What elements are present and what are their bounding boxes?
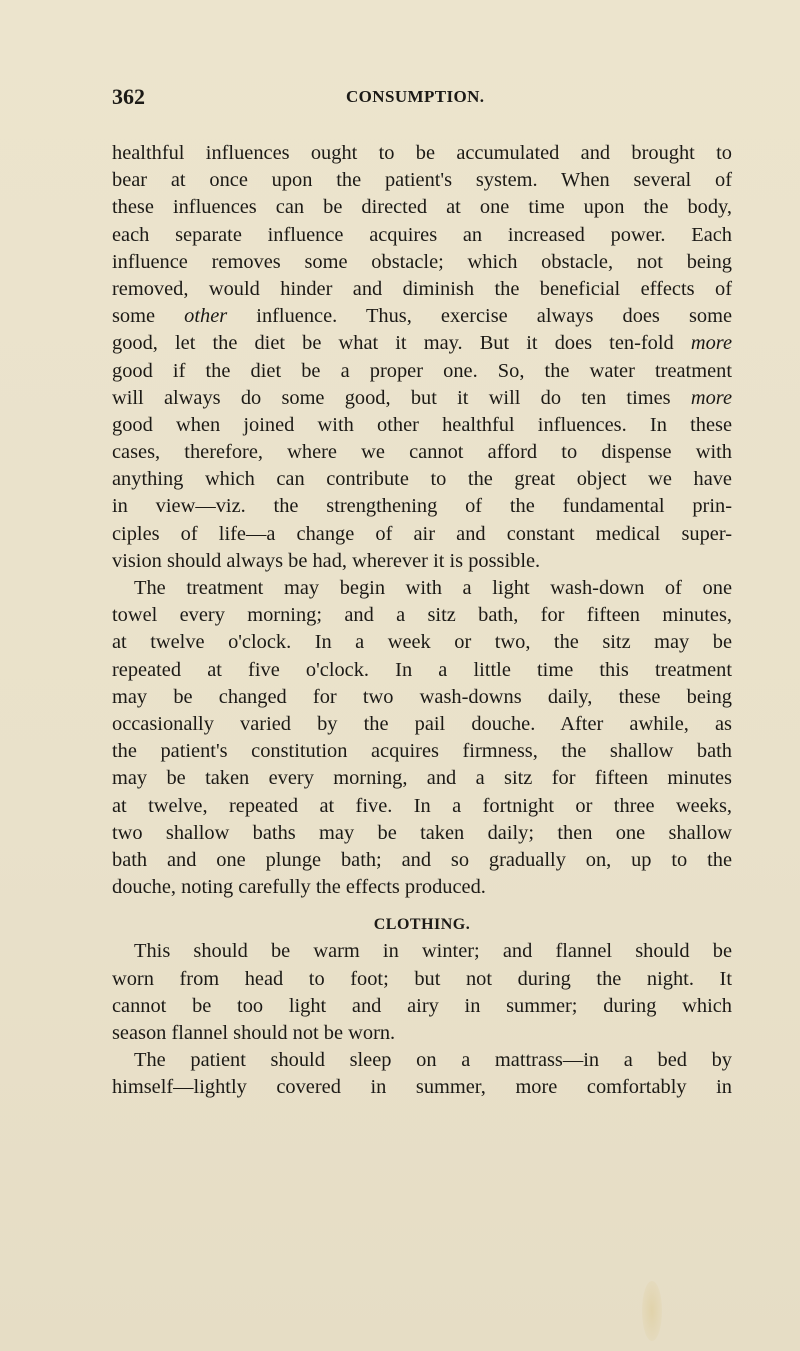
text-line: towel every morning; and a sitz bath, for fifteen minutes, [112,604,732,627]
text-line: vision should always be had, wherever it is possible. [112,549,541,572]
page-header [112,84,732,116]
paragraph-treatment-schedule [112,575,732,901]
text-line: at twelve, repeated at five. In a fortnight or three weeks, [112,794,732,817]
text-line: good if the diet be a proper one. So, the water treatment [112,359,732,382]
text-line: at twelve o'clock. In a week or two, the sitz may be [112,631,732,654]
text-line: in view—viz. the strengthening of the fundamental prin- [112,495,732,518]
text-line: healthful influences ought to be accumulated and brought to [112,142,732,164]
body-text [112,140,732,1102]
text-line: ciples of life—a change of air and constant medical super- [112,522,732,545]
text-line: cannot be too light and airy in summer; during which [112,994,732,1017]
text-line: two shallow baths may be taken daily; then one shallow [112,821,732,844]
text-line: may be changed for two wash-downs daily, these being [112,685,732,708]
text-line: himself—lightly covered in summer, more comfortably in [112,1076,732,1099]
text-line: This should be warm in winter; and flannel should be [134,940,732,963]
text-line: occasionally varied by the pail douche. After awhile, as [112,712,732,735]
paragraph-consumption-treatment [112,140,732,575]
text-line: influence removes some obstacle; which obstacle, not being [112,250,732,273]
paragraph-clothing [112,938,732,1047]
text-line: douche, noting carefully the effects produced. [112,876,486,899]
text-line: anything which can contribute to the great object we have [112,468,732,491]
text-line: good, let the diet be what it may. But it does ten-fold more [112,332,732,355]
emphasis: other [184,305,228,328]
text-line: season flannel should not be worn. [112,1022,396,1044]
text-line: will always do some good, but it will do ten times more [112,386,732,409]
text-line: cases, therefore, where we cannot afford to dispense with [112,441,732,464]
paragraph-sleep [112,1047,732,1101]
text-line: each separate influence acquires an increased power. Each [112,223,732,246]
text-line: removed, would hinder and diminish the beneficial effects of [112,277,732,300]
text-line: The treatment may begin with a light wash-down of one [134,577,732,599]
page-number: 362 [112,84,145,109]
text-line: the patient's constitution acquires firmness, the shallow bath [112,740,732,763]
paper-stain [642,1281,662,1341]
text-line: may be taken every morning, and a sitz for fifteen minutes [112,767,732,790]
running-head: CONSUMPTION. [346,87,485,106]
text-line: bear at once upon the patient's system. When several of [112,169,732,192]
section-heading: CLOTHING. [373,916,471,934]
text-line: worn from head to foot; but not during the night. It [112,967,732,990]
text-line: some other influence. Thus, exercise always does some [112,305,732,328]
text-line: these influences can be directed at one time upon the body, [112,196,732,219]
text-line: bath and one plunge bath; and so gradually on, up to the [112,848,732,871]
text-line: The patient should sleep on a mattrass—in a bed by [134,1049,732,1072]
text-line: good when joined with other healthful influences. In these [112,413,732,436]
emphasis: more [690,386,732,409]
emphasis: more [690,332,732,355]
text-line: repeated at five o'clock. In a little time this treatment [112,658,732,681]
